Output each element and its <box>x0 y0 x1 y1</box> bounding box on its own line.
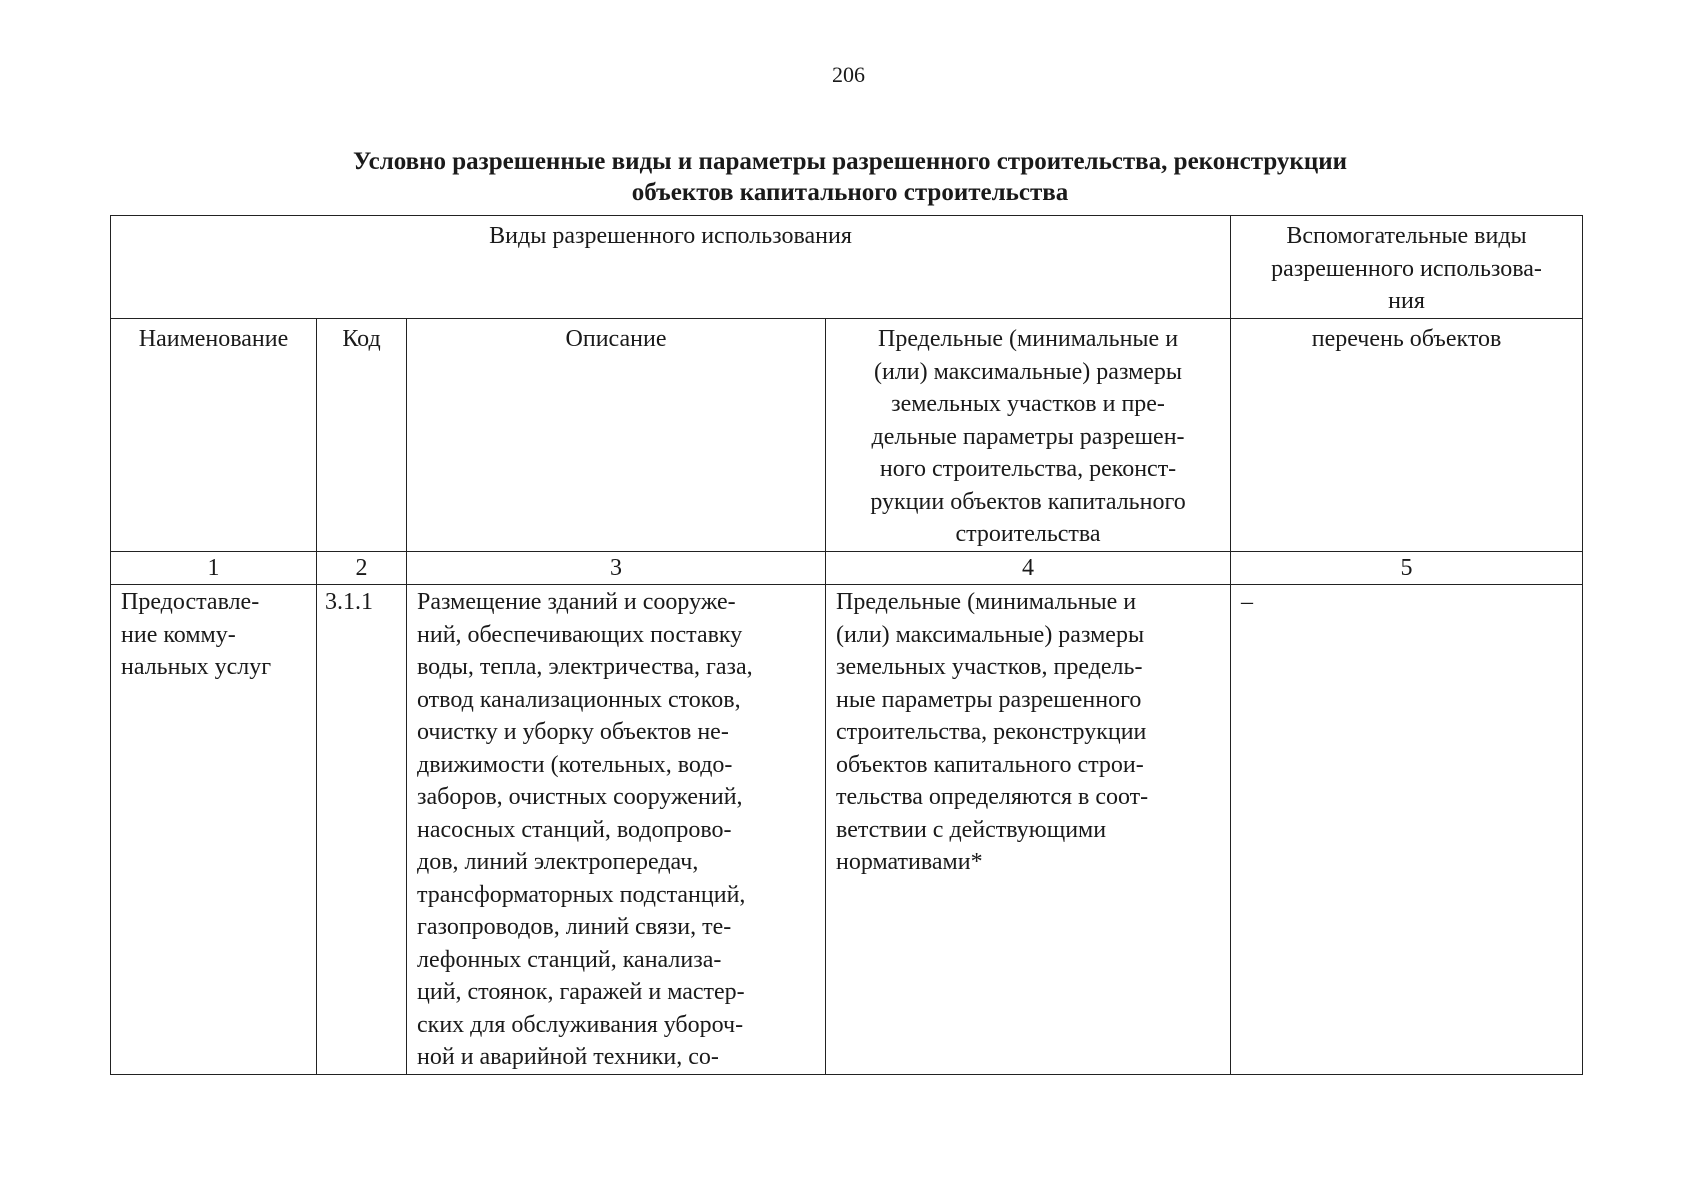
header-permitted-uses: Виды разрешенного использования <box>111 216 1231 319</box>
table-column-header-row <box>111 319 1583 552</box>
table-group-header-row <box>111 216 1583 319</box>
table-row <box>111 585 1583 1075</box>
cell-name: Предоставле- ние комму- нальных услуг <box>111 585 317 1075</box>
table-column-numbers-row <box>111 552 1583 585</box>
cell-description: Размещение зданий и сооруже- ний, обеспечивающих поставку воды, тепла, электричества, газа, отвод канализационных стоков, очистку и уборку объектов не- движимости (котельных, водо- заборов, очистных сооружений, насосных станций, водопрово- дов, линий электропередач, трансформаторных подстанций, газопроводов, линий связи, те- лефонных станций, канализа- ций, стоянок, гаражей и мастер- ских для обслуживания убороч- ной и аварийной техники, со- <box>407 585 826 1075</box>
permitted-use-table <box>110 215 1583 1075</box>
column-number-3: 3 <box>407 552 826 585</box>
column-number-1: 1 <box>111 552 317 585</box>
cell-limits: Предельные (минимальные и (или) максимальные) размеры земельных участков, предель- ные параметры разрешенного строительства, реконструкции объектов капитального строи- тельства определяются в соот- ветствии с действующими нормативами* <box>826 585 1231 1075</box>
document-title-line-2: объектов капитального строительства <box>631 179 1069 206</box>
header-name: Наименование <box>111 319 317 552</box>
header-objects-list: перечень объектов <box>1231 319 1583 552</box>
column-number-5: 5 <box>1231 552 1583 585</box>
document-title-line-1: Условно разрешенные виды и параметры разрешенного строительства, реконструкции <box>352 148 1348 175</box>
header-description: Описание <box>407 319 826 552</box>
header-limits: Предельные (минимальные и (или) максимальные) размеры земельных участков и пре- дельные параметры разрешен- ного строительства, реконст- рукции объектов капитального строительства <box>826 319 1231 552</box>
page-number: 206 <box>832 62 865 87</box>
document-title <box>110 146 1590 208</box>
cell-code: 3.1.1 <box>317 585 407 1075</box>
column-number-2: 2 <box>317 552 407 585</box>
header-code: Код <box>317 319 407 552</box>
cell-objects: – <box>1231 585 1583 1075</box>
header-auxiliary-uses: Вспомогательные виды разрешенного использова- ния <box>1231 216 1583 319</box>
column-number-4: 4 <box>826 552 1231 585</box>
